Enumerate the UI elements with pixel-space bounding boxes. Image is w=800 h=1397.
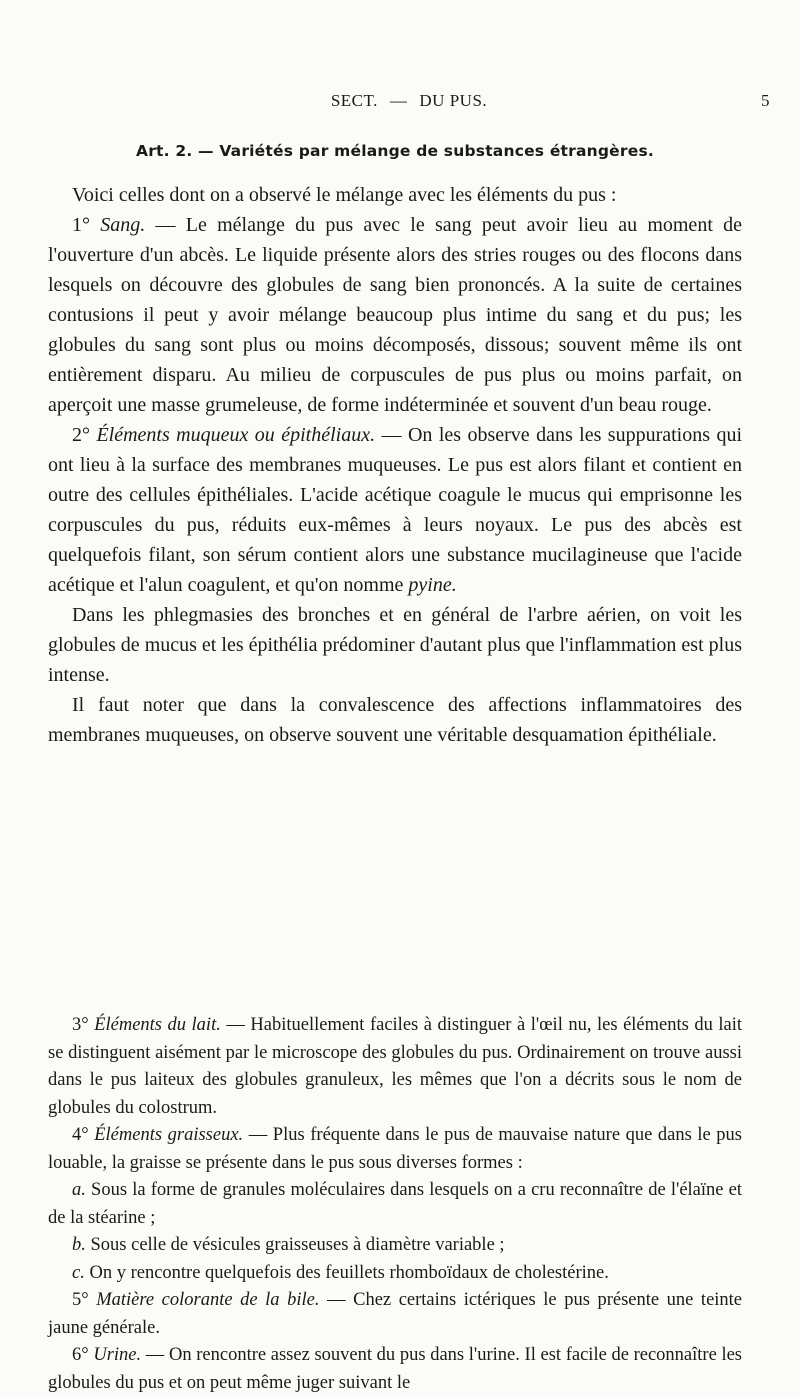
item-text: — Le mélange du pus avec le sang peut avoir lieu au moment de l'ouverture d'un abcès. Le liquide présente alors des stries rouges ou des flocons dans lesquels on découvre des globules de sang bien prononcés. A la suite de certaines contusions il peut y avoir mélange beaucoup plus intime du sang et du pus; les globules du sang sont plus ou moins décomposés, dissous; souvent même ils ont entièrement disparu. Au milieu de corpuscules de pus plus ou moins parfait, on aperçoit une masse grumeleuse, de forme indéterminée et souvent d'un beau rouge. bbox=[48, 214, 743, 416]
paragraph-phlegmasies: Dans les phlegmasies des bronches et en général de l'arbre aérien, on voit les globules de mucus et les épithélia prédominer d'autant plus que l'inflammation est plus intense. bbox=[48, 604, 742, 686]
header-sect: SECT. bbox=[330, 91, 378, 110]
item-sang bbox=[48, 210, 742, 420]
item-text: — On rencontre assez souvent du pus dans l'urine. Il est facile de reconnaître les globules du pus et on peut même juger suivant le bbox=[48, 1345, 743, 1393]
item-italic-term: pyine. bbox=[408, 574, 457, 596]
item-number: 3° bbox=[72, 1015, 89, 1035]
sub-text: Sous la forme de granules moléculaires dans lesquels on a cru reconnaître de l'élaïne et de la stéarine ; bbox=[48, 1180, 742, 1228]
item-bile bbox=[48, 1287, 742, 1342]
item-number: 4° bbox=[72, 1125, 89, 1145]
item-heading: Éléments du lait. bbox=[94, 1015, 221, 1035]
header-dash: — bbox=[389, 91, 408, 110]
item-heading: Éléments graisseux. bbox=[94, 1125, 244, 1145]
item-number: 1° bbox=[72, 214, 90, 236]
intro-paragraph: Voici celles dont on a observé le mélange avec les éléments du pus : bbox=[72, 184, 617, 206]
small-text bbox=[48, 1012, 742, 1397]
sub-letter: a. bbox=[72, 1180, 86, 1200]
item-heading: Éléments muqueux ou épithéliaux. bbox=[96, 424, 376, 446]
item-text: — Habituellement faciles à distinguer à l'œil nu, les éléments du lait se distinguent aisément par le microscope des globules du pus. Ordinairement on trouve aussi dans le pus laiteux des globules granuleux, les mêmes que l'on a décrits sous le nom de globules du colostrum. bbox=[48, 1015, 743, 1118]
item-number: 2° bbox=[72, 424, 90, 446]
sub-text: Sous celle de vésicules graisseuses à diamètre variable ; bbox=[85, 1235, 505, 1255]
item-heading: Matière colorante de la bile. bbox=[96, 1290, 320, 1310]
article-title: Art. 2. — Variétés par mélange de substances étrangères. bbox=[136, 142, 654, 160]
sub-item-c bbox=[48, 1260, 742, 1288]
item-urine bbox=[48, 1342, 742, 1397]
running-header bbox=[48, 91, 770, 115]
sub-letter: c. bbox=[72, 1262, 85, 1283]
sub-item-b bbox=[48, 1232, 742, 1260]
main-text bbox=[48, 180, 742, 750]
header-part: DU PUS. bbox=[419, 91, 488, 110]
item-muqueux bbox=[48, 420, 742, 600]
item-text: — Chez certains ictériques le pus présente une teinte jaune générale. bbox=[48, 1290, 743, 1338]
sub-letter: b. bbox=[72, 1235, 86, 1255]
sub-item-a bbox=[48, 1177, 742, 1232]
page-number: 5 bbox=[761, 91, 770, 110]
header-title bbox=[48, 91, 770, 111]
item-number: 5° bbox=[72, 1290, 89, 1310]
item-graisseux bbox=[48, 1122, 742, 1177]
item-text: — Plus fréquente dans le pus de mauvaise nature que dans le pus louable, la graisse se présente dans le pus sous diverses formes : bbox=[48, 1125, 742, 1173]
item-heading: Urine. bbox=[93, 1345, 142, 1365]
paragraph-convalescence: Il faut noter que dans la convalescence des affections inflammatoires des membranes muqueuses, on observe souvent une véritable desquamation épithéliale. bbox=[48, 694, 742, 746]
item-text: — On les observe dans les suppurations qui ont lieu à la surface des membranes muqueuses. Le pus est alors filant et contient en outre des cellules épithéliales. L'acide acétique coagule le mucus qui emprisonne les corpuscules du pus, réduits eux-mêmes à leurs noyaux. Le pus des abcès est quelquefois filant, son sérum contient alors une substance mucilagineuse que l'acide acétique et l'alun coagulent, et qu'on nomme bbox=[48, 424, 743, 596]
item-heading: Sang. bbox=[100, 214, 146, 236]
item-lait bbox=[48, 1012, 742, 1122]
item-number: 6° bbox=[72, 1345, 89, 1365]
sub-text: On y rencontre quelquefois des feuillets rhomboïdaux de cholestérine. bbox=[84, 1262, 609, 1283]
